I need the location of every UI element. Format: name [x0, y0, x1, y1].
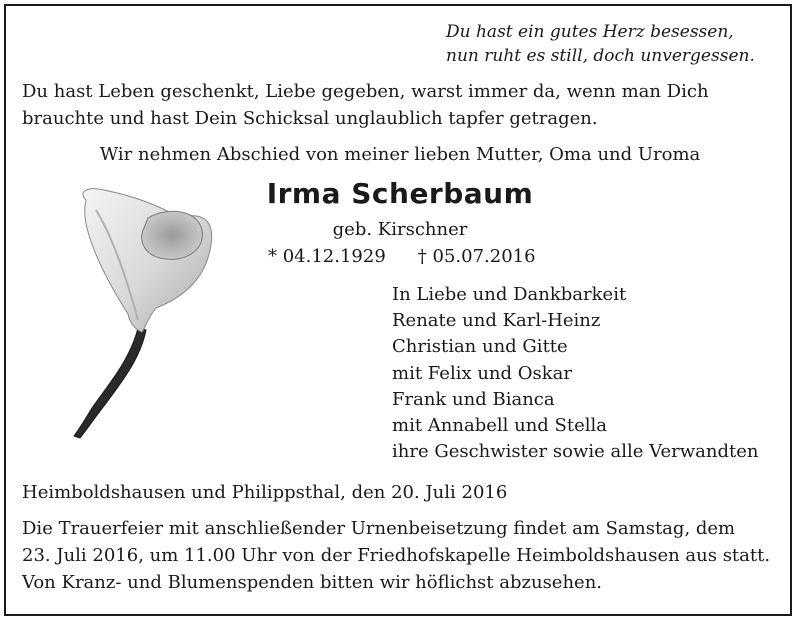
- notice-line: Von Kranz- und Blumenspenden bitten wir höflichst abzusehen.: [22, 572, 603, 593]
- flower-petal: [83, 189, 212, 332]
- mourner-line: In Liebe und Dankbarkeit: [392, 284, 627, 305]
- motto: [446, 20, 755, 68]
- flower-throat: [142, 211, 203, 259]
- mourner-line: Renate und Karl-Heinz: [392, 310, 601, 332]
- intro-line: Du hast Leben geschenkt, Liebe gegeben, warst immer da, wenn man Dich: [22, 81, 709, 102]
- funeral-notice: [22, 515, 770, 596]
- mourners-list: [392, 282, 758, 465]
- maiden-name: geb. Kirschner: [332, 219, 468, 240]
- deceased-name: Irma Scherbaum: [266, 177, 534, 210]
- life-dates: [268, 244, 536, 270]
- intro-line: brauchte und hast Dein Schicksal unglaublich tapfer getragen.: [22, 108, 598, 129]
- birth-date: * 04.12.1929: [268, 246, 386, 267]
- mourner-line: mit Felix und Oskar: [392, 362, 572, 384]
- motto-line: Du hast ein gutes Herz besessen,: [446, 22, 734, 42]
- intro-text: [22, 78, 709, 132]
- death-date: † 05.07.2016: [417, 246, 536, 267]
- farewell-lead: Wir nehmen Abschied von meiner lieben Mutter, Oma und Uroma: [99, 144, 701, 165]
- notice-line: Die Trauerfeier mit anschließender Urnenbeisetzung findet am Samstag, dem: [22, 518, 736, 539]
- notice-line: 23. Juli 2016, um 11.00 Uhr von der Friedhofskapelle Heimboldshausen aus statt.: [22, 545, 771, 566]
- place-and-date: Heimboldshausen und Philippsthal, den 20. Juli 2016: [22, 482, 508, 503]
- mourner-line: Frank und Bianca: [392, 388, 555, 410]
- mourner-line: mit Annabell und Stella: [392, 415, 607, 437]
- motto-line: nun ruht es still, doch unvergessen.: [446, 46, 755, 66]
- mourner-line: Christian und Gitte: [392, 336, 568, 358]
- flower-stem: [74, 328, 146, 438]
- calla-lily-icon: [56, 180, 226, 442]
- mourner-line: ihre Geschwister sowie alle Verwandten: [392, 441, 759, 463]
